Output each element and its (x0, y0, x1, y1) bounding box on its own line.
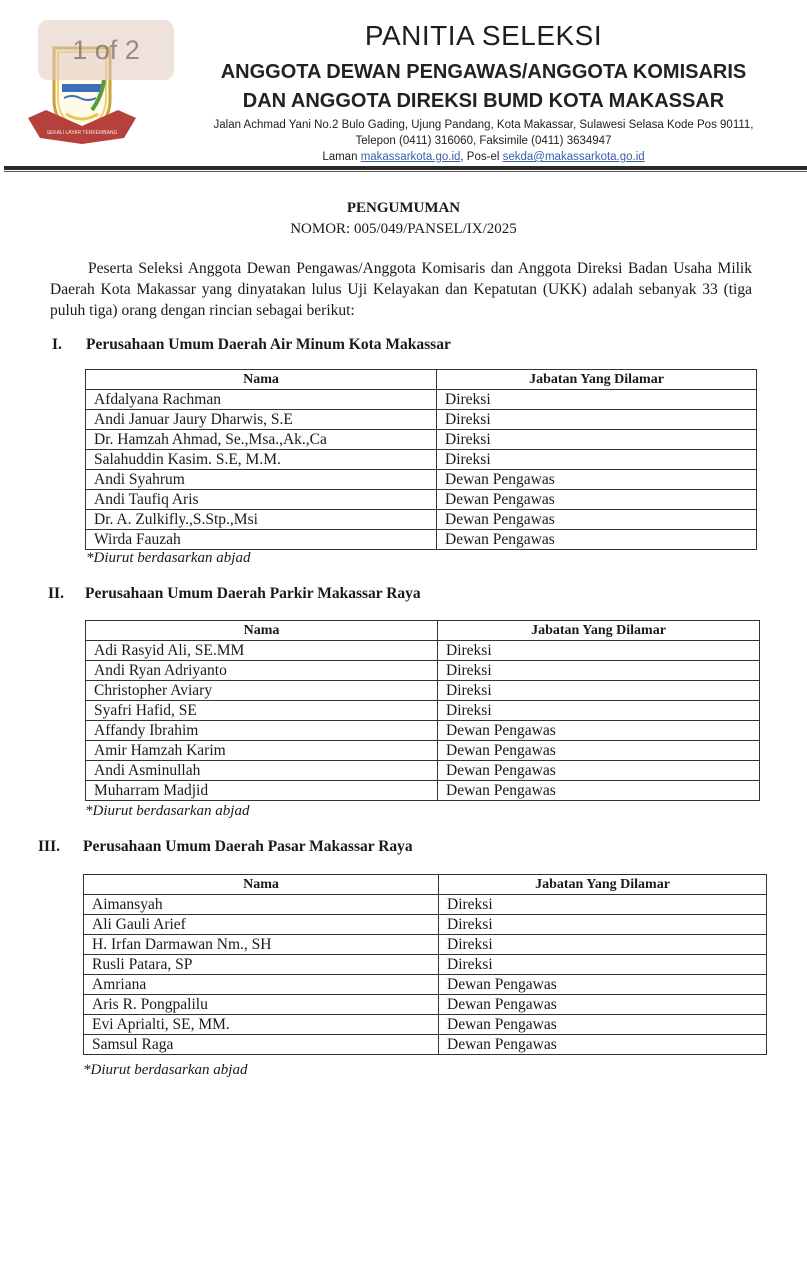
table-row (84, 955, 767, 975)
section-heading (38, 838, 413, 856)
table-row (86, 510, 757, 530)
candidate-name: Amriana (84, 975, 439, 995)
candidate-name: Andi Syahrum (86, 470, 437, 490)
table-row (84, 915, 767, 935)
table-row (86, 390, 757, 410)
table-row (86, 741, 760, 761)
table-row (86, 641, 760, 661)
candidate-name: Dr. Hamzah Ahmad, Se.,Msa.,Ak.,Ca (86, 430, 437, 450)
table-row (86, 450, 757, 470)
sort-note: *Diurut berdasarkan abjad (85, 803, 250, 819)
position-applied: Dewan Pengawas (437, 470, 757, 490)
position-applied: Dewan Pengawas (438, 781, 760, 801)
candidate-name: Aimansyah (84, 895, 439, 915)
candidate-name: Aris R. Pongpalilu (84, 995, 439, 1015)
section-heading (52, 336, 451, 354)
candidate-name: Andi Januar Jaury Dharwis, S.E (86, 410, 437, 430)
letterhead-subtitle-1: ANGGOTA DEWAN PENGAWAS/ANGGOTA KOMISARIS (220, 61, 747, 83)
candidate-name: Andi Ryan Adriyanto (86, 661, 438, 681)
position-applied: Direksi (439, 955, 767, 975)
table-body (86, 641, 760, 801)
column-header-position: Jabatan Yang Dilamar (438, 621, 760, 641)
position-applied: Direksi (438, 701, 760, 721)
table-row (86, 761, 760, 781)
letterhead-subtitle-2: DAN ANGGOTA DIREKSI BUMD KOTA MAKASSAR (242, 90, 725, 112)
section-title: Perusahaan Umum Daerah Pasar Makassar Raya (83, 838, 413, 855)
table-body (86, 390, 757, 550)
table-row (86, 661, 760, 681)
position-applied: Dewan Pengawas (439, 1015, 767, 1035)
position-applied: Dewan Pengawas (439, 1035, 767, 1055)
position-applied: Dewan Pengawas (438, 721, 760, 741)
candidate-name: Rusli Patara, SP (84, 955, 439, 975)
candidate-name: Ali Gauli Arief (84, 915, 439, 935)
letterhead-title: PANITIA SELEKSI (364, 20, 603, 51)
column-header-name: Nama (84, 875, 439, 895)
announcement-intro: Peserta Seleksi Anggota Dewan Pengawas/Anggota Komisaris dan Anggota Direksi Badan Usaha Milik Daerah Kota Makassar yang dinyatakan lulus Uji Kelayakan dan Kepatutan (UKK) adalah sebanyak 33 (tiga puluh tiga) orang dengan rincian sebagai berikut: (50, 260, 752, 319)
candidate-name: Syafri Hafid, SE (86, 701, 438, 721)
letterhead-phone: Telepon (0411) 316060, Faksimile (0411) 3634947 (355, 135, 612, 147)
position-applied: Dewan Pengawas (437, 510, 757, 530)
position-applied: Direksi (439, 895, 767, 915)
table-row (86, 701, 760, 721)
table-row (86, 721, 760, 741)
letterhead-address: Jalan Achmad Yani No.2 Bulo Gading, Ujung Pandang, Kota Makassar, Sulawesi Selasa Kode Pos 90111, (213, 119, 754, 131)
candidate-table (83, 874, 767, 1055)
candidate-name: Evi Aprialti, SE, MM. (84, 1015, 439, 1035)
table-row (86, 430, 757, 450)
table-row (86, 530, 757, 550)
table-row (84, 895, 767, 915)
position-applied: Direksi (438, 641, 760, 661)
position-applied: Dewan Pengawas (437, 530, 757, 550)
page-indicator: 1 of 2 (38, 20, 174, 80)
candidate-name: Samsul Raga (84, 1035, 439, 1055)
position-applied: Dewan Pengawas (439, 975, 767, 995)
candidate-name: Adi Rasyid Ali, SE.MM (86, 641, 438, 661)
table-row (84, 975, 767, 995)
candidate-name: Dr. A. Zulkifly.,S.Stp.,Msi (86, 510, 437, 530)
candidate-name: Andi Asminullah (86, 761, 438, 781)
table-body (84, 895, 767, 1055)
candidate-table (85, 620, 760, 801)
candidate-name: Wirda Fauzah (86, 530, 437, 550)
candidate-name: Salahuddin Kasim. S.E, M.M. (86, 450, 437, 470)
sort-note: *Diurut berdasarkan abjad (83, 1062, 248, 1078)
logo-banner-text: SEKALI LAYAR TERKEMBANG (46, 130, 118, 136)
table-row (84, 995, 767, 1015)
section-heading (48, 585, 421, 603)
candidate-name: Christopher Aviary (86, 681, 438, 701)
column-header-position: Jabatan Yang Dilamar (439, 875, 767, 895)
table-row (84, 1015, 767, 1035)
sort-note: *Diurut berdasarkan abjad (86, 550, 251, 566)
section-title: Perusahaan Umum Daerah Parkir Makassar Raya (85, 585, 421, 602)
position-applied: Direksi (438, 661, 760, 681)
web-label: Laman (322, 151, 358, 163)
position-applied: Dewan Pengawas (439, 995, 767, 1015)
table-row (86, 470, 757, 490)
table-row (84, 1035, 767, 1055)
letterhead-contact (160, 151, 807, 163)
section-title: Perusahaan Umum Daerah Air Minum Kota Makassar (86, 336, 451, 353)
table-row (86, 410, 757, 430)
candidate-name: Affandy Ibrahim (86, 721, 438, 741)
letterhead-divider-thin (4, 171, 807, 172)
email-label: , Pos-el (460, 151, 500, 163)
position-applied: Dewan Pengawas (438, 741, 760, 761)
letterhead-divider (4, 166, 807, 170)
column-header-name: Nama (86, 621, 438, 641)
table-row (86, 781, 760, 801)
email-link[interactable]: sekda@makassarkota.go.id (502, 151, 645, 163)
table-row (86, 681, 760, 701)
candidate-name: Amir Hamzah Karim (86, 741, 438, 761)
candidate-name: Afdalyana Rachman (86, 390, 437, 410)
column-header-name: Nama (86, 370, 437, 390)
candidate-name: Muharram Madjid (86, 781, 438, 801)
table-row (84, 935, 767, 955)
candidate-name: H. Irfan Darmawan Nm., SH (84, 935, 439, 955)
position-applied: Direksi (439, 915, 767, 935)
position-applied: Direksi (439, 935, 767, 955)
website-link[interactable]: makassarkota.go.id (360, 151, 461, 163)
section-number: III. (38, 838, 60, 855)
announcement-title: PENGUMUMAN (346, 200, 461, 216)
position-applied: Dewan Pengawas (438, 761, 760, 781)
position-applied: Direksi (437, 430, 757, 450)
position-applied: Dewan Pengawas (437, 490, 757, 510)
announcement-number: NOMOR: 005/049/PANSEL/IX/2025 (290, 221, 517, 237)
position-applied: Direksi (438, 681, 760, 701)
candidate-table (85, 369, 757, 550)
column-header-position: Jabatan Yang Dilamar (437, 370, 757, 390)
section-number: II. (48, 585, 64, 602)
candidate-name: Andi Taufiq Aris (86, 490, 437, 510)
section-number: I. (52, 336, 62, 353)
position-applied: Direksi (437, 410, 757, 430)
position-applied: Direksi (437, 450, 757, 470)
table-row (86, 490, 757, 510)
position-applied: Direksi (437, 390, 757, 410)
